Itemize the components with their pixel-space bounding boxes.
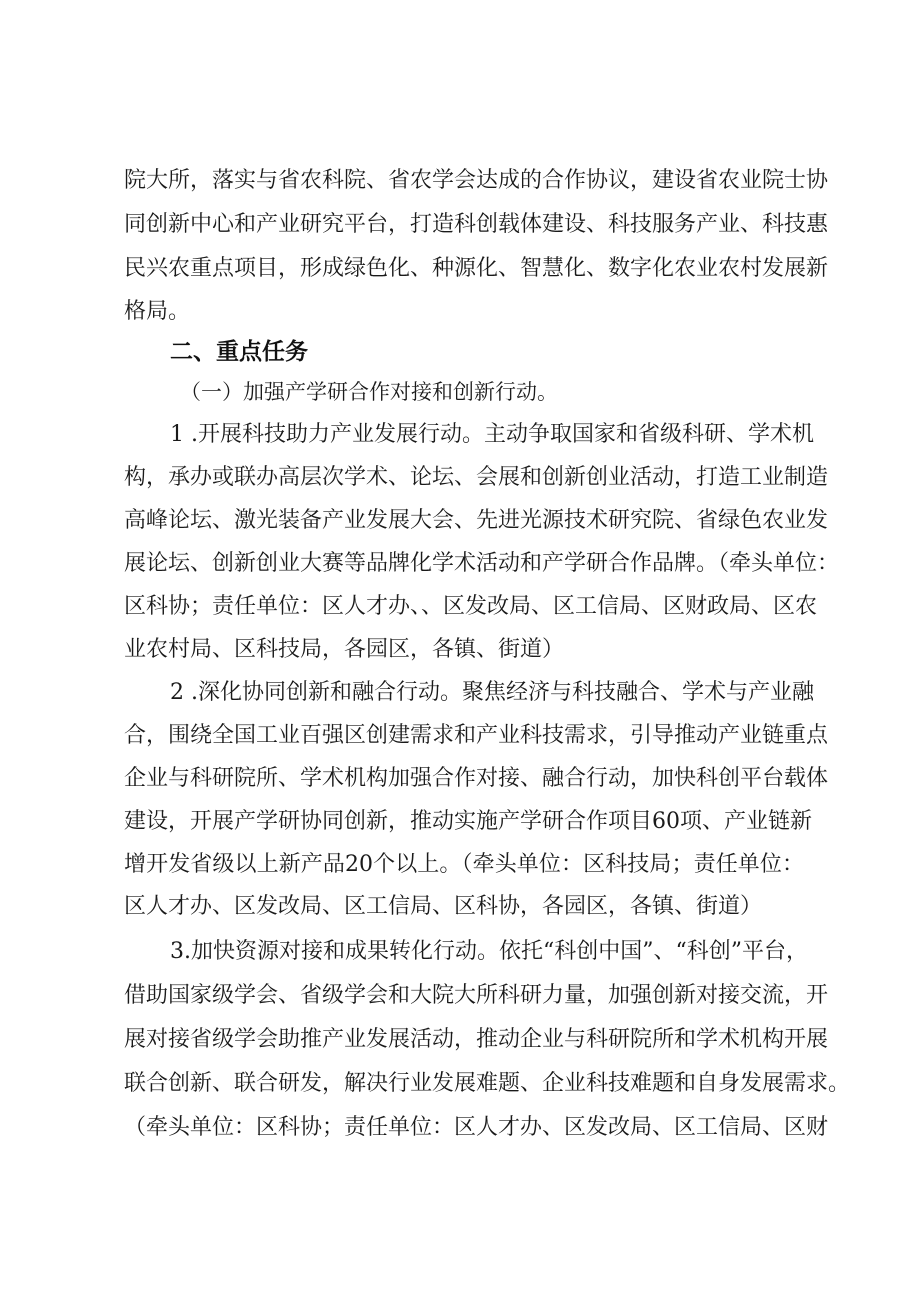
item2-line-4: 建设，开展产学研协同创新，推动实施产学研合作项目60项、产业链新 <box>124 809 812 834</box>
item1-line-3: 高峰论坛、激光装备产业发展大会、先进光源技术研究院、省绿色农业发 <box>124 508 829 533</box>
section-heading: 二、重点任务 <box>170 339 308 365</box>
intro-line-2: 同创新中心和产业研究平台，打造科创载体建设、科技服务产业、科技惠 <box>124 212 829 237</box>
item3-line-4: 联合创新、联合研发，解决行业发展难题、企业科技难题和自身发展需求。 <box>124 1071 851 1096</box>
item2-line-1: 2 .深化协同创新和融合行动。聚焦经济与科技融合、学术与产业融 <box>170 680 814 705</box>
item1-line-2: 构，承办或联办高层次学术、论坛、会展和创新创业活动，打造工业制造 <box>124 465 829 490</box>
item1-line-4: 展论坛、创新创业大赛等品牌化学术活动和产学研合作品牌。（牵头单位： <box>124 551 840 576</box>
item2-line-6: 区人才办、区发改局、区工信局、区科协，各园区，各镇、街道） <box>124 894 763 919</box>
item1-line-1: 1 .开展科技助力产业发展行动。主动争取国家和省级科研、学术机 <box>170 422 814 447</box>
intro-line-3: 民兴农重点项目，形成绿色化、种源化、智慧化、数字化农业农村发展新 <box>124 256 829 281</box>
item3-line-2: 借助国家级学会、省级学会和大院大所科研力量，加强创新对接交流，开 <box>124 983 829 1008</box>
item3-line-1: 3.加快资源对接和成果转化行动。依托“科创中国”、“科创”平台， <box>170 939 808 964</box>
item3-line-3: 展对接省级学会助推产业发展活动，推动企业与科研院所和学术机构开展 <box>124 1027 829 1052</box>
intro-line-4: 格局。 <box>124 299 191 324</box>
intro-line-1: 院大所，落实与省农科院、省农学会达成的合作协议，建设省农业院士协 <box>124 168 829 193</box>
item1-line-6: 业农村局、区科技局，各园区，各镇、街道） <box>124 637 565 662</box>
subsection-heading: （一）加强产学研合作对接和创新行动。 <box>180 380 558 404</box>
item2-line-2: 合，围绕全国工业百强区创建需求和产业科技需求，引导推动产业链重点 <box>124 723 829 748</box>
item1-line-5: 区科协；责任单位：区人才办、、区发改局、区工信局、区财政局、区农 <box>124 594 818 619</box>
item2-line-5: 增开发省级以上新产品20个以上。（牵头单位：区科技局；责任单位： <box>124 852 804 877</box>
item3-line-5: （牵头单位：区科协；责任单位：区人才办、区发改局、区工信局、区财 <box>124 1115 829 1140</box>
item2-line-3: 企业与科研院所、学术机构加强合作对接、融合行动，加快科创平台载体 <box>124 766 829 791</box>
